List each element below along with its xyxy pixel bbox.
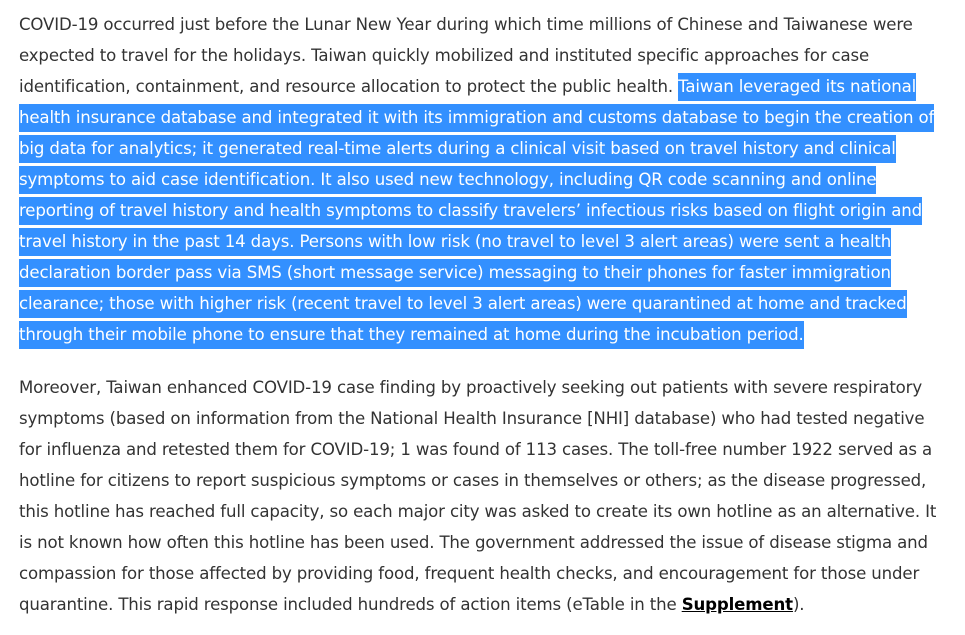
paragraph-2-tail: ). [792,595,805,614]
paragraph-2 [19,372,949,620]
supplement-link[interactable]: Supplement [681,595,793,614]
article-body [19,9,949,620]
paragraph-1 [19,9,949,350]
paragraph-2-text: Moreover, Taiwan enhanced COVID-19 case finding by proactively seeking out patients with severe respiratory symptoms (based on information from the National Health Insurance [NHI] database) who had tested negative for influenza and retested them for COVID-19; 1 was found of 113 cases. The toll-free number 1922 served as a hotline for citizens to report suspicious symptoms or cases in themselves or others; as the disease progressed, this hotline has reached full capacity, so each major city was asked to create its own hotline as an alternative. It is not known how often this hotline has been used. The government addressed the issue of disease stigma and compassion for those affected by providing food, frequent health checks, and encouragement for those under quarantine. This rapid response included hundreds of action items (eTable in the [19,378,937,614]
paragraph-1-lead-text: COVID-19 occurred just before the Lunar New Year during which time millions of Chinese and Taiwanese were expected to travel for the holidays. Taiwan quickly mobilized and instituted specific approaches for case identification, containment, and resource allocation to protect the public health. [19,15,913,96]
selected-text-highlight[interactable]: Taiwan leveraged its national health insurance database and integrated it with its immigration and customs database to begin the creation of big data for analytics; it generated real-time alerts during a clinical visit based on travel history and clinical symptoms to aid case identification. It also used new technology, including QR code scanning and online reporting of travel history and health symptoms to classify travelers’ infectious risks based on flight origin and travel history in the past 14 days. Persons with low risk (no travel to level 3 alert areas) were sent a health declaration border pass via SMS (short message service) messaging to their phones for faster immigration clearance; those with higher risk (recent travel to level 3 alert areas) were quarantined at home and tracked through their mobile phone to ensure that they remained at home during the incubation period. [19,73,934,349]
